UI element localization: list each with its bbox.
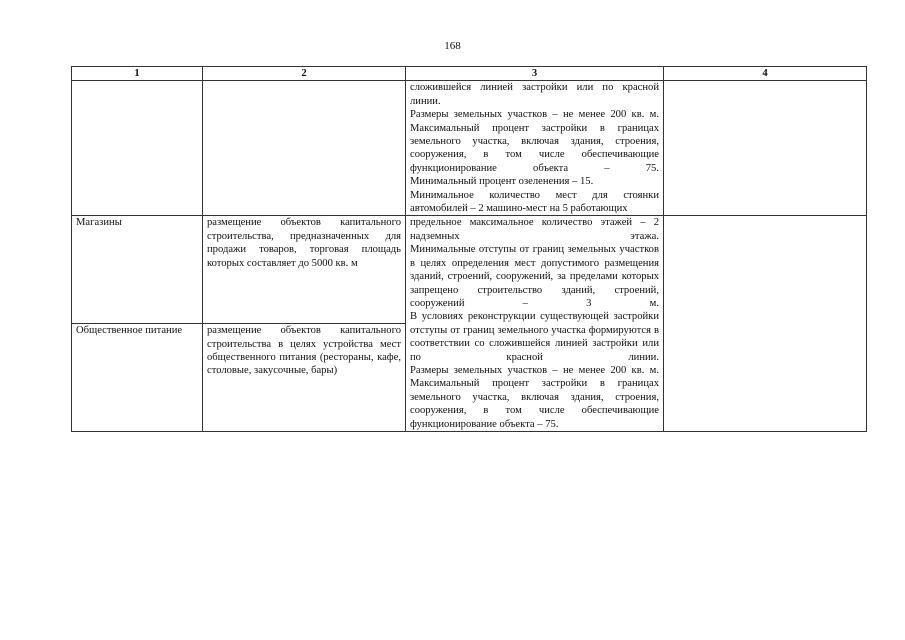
parameter-line: предельное максимальное количество этажей – 2 надземных этажа. — [410, 217, 659, 242]
cell-empty — [664, 216, 867, 432]
parameter-line: Максимальный процент застройки в границах земельного участка, включая здания, строения, сооружения, в том числе обеспечивающие функционирование объекта – 75. — [410, 122, 659, 174]
table-row — [72, 81, 867, 216]
parameter-line: В условиях реконструкции существующей застройки отступы от границ земельного участка формируются в соответствии со сложившейся линией застройки или по красной линии. — [410, 311, 659, 363]
parameter-line: Максимальный процент застройки в границах земельного участка, включая здания, строения, сооружения, в том числе обеспечивающие функционирование объекта – 75. — [410, 378, 659, 430]
column-header-4: 4 — [664, 67, 867, 81]
parameter-line: Минимальное количество мест для стоянки автомобилей – 2 машино-мест на 5 работающих — [410, 189, 659, 215]
header-row — [72, 67, 867, 81]
column-header-2: 2 — [203, 67, 406, 81]
use-description-shops: размещение объектов капитального строительства, предназначенных для продажи товаров, торговая площадь которых составляет до 5000 кв. м — [203, 216, 406, 324]
page-number: 168 — [444, 40, 461, 52]
continued-parameters-cell — [406, 81, 664, 216]
parameter-line: Минимальные отступы от границ земельных участков в целях определения мест допустимого размещения зданий, строений, сооружений, за пределами которых запрещено строительство зданий, строений, сооружений – 3 м. — [410, 244, 659, 309]
column-header-1: 1 — [72, 67, 203, 81]
use-description-catering: размещение объектов капитального строительства в целях устройства мест общественного питания (рестораны, кафе, столовые, закусочные, бары) — [203, 324, 406, 432]
cell-empty — [72, 81, 203, 216]
parameter-line: сложившейся линией застройки или по красной линии. — [410, 82, 659, 107]
cell-empty — [664, 81, 867, 216]
parameter-line: Размеры земельных участков – не менее 200 кв. м. — [410, 364, 659, 376]
column-header-3: 3 — [406, 67, 664, 81]
merged-parameters-cell — [406, 216, 664, 432]
permitted-use-table — [71, 66, 867, 432]
parameter-line: Минимальный процент озеленения – 15. — [410, 176, 594, 188]
use-name-catering: Общественное питание — [72, 324, 203, 432]
use-name-shops: Магазины — [72, 216, 203, 324]
parameter-line: Размеры земельных участков – не менее 200 кв. м. — [410, 109, 659, 121]
table-row — [72, 216, 867, 324]
cell-empty — [203, 81, 406, 216]
